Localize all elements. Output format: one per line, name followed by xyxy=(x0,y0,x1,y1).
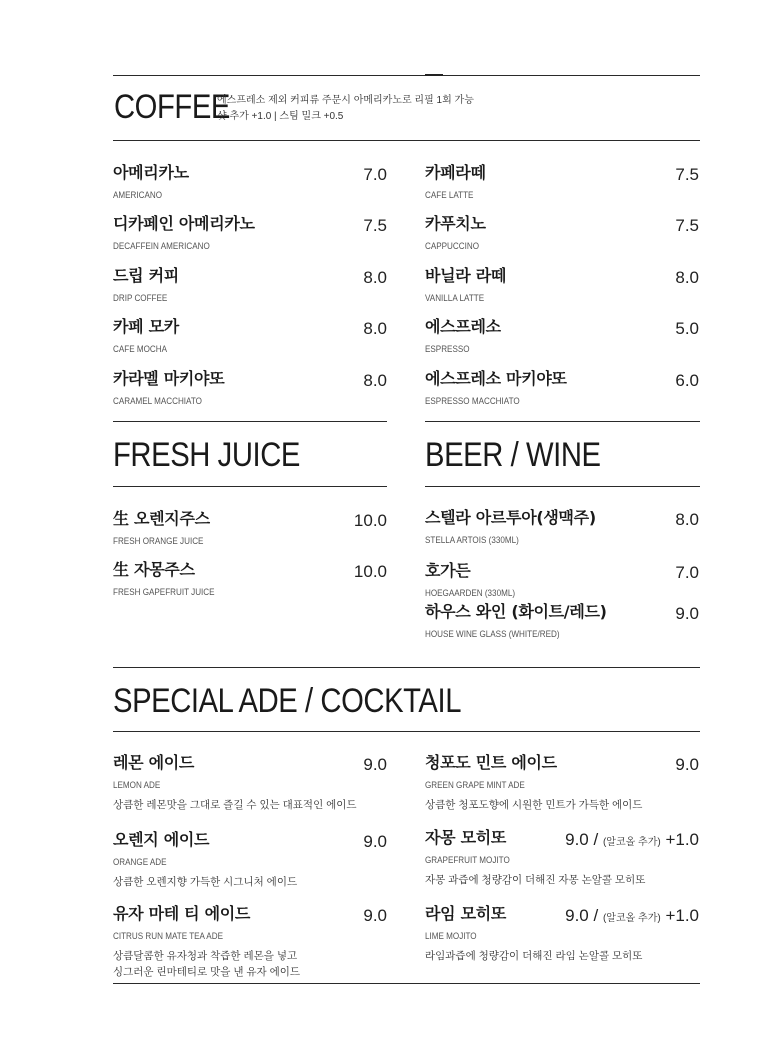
item-name-ko: 아메리카노 xyxy=(113,163,189,182)
menu-item-americano xyxy=(113,163,387,201)
item-name-ko: 청포도 민트 에이드 xyxy=(425,753,557,772)
alcohol-addon-note: (알코올 추가) xyxy=(602,913,661,924)
menu-item-cafe-mocha xyxy=(113,317,387,355)
item-name-ko: 호가든 xyxy=(425,561,471,580)
item-name-ko: 生 오렌지주스 xyxy=(113,509,210,528)
item-name-ko: 카페 모카 xyxy=(113,317,179,336)
item-name-ko: 유자 마테 티 에이드 xyxy=(113,904,251,923)
special-ade-cocktail-title: SPECIAL ADE / COCKTAIL xyxy=(113,682,462,720)
item-price: 8.0 xyxy=(675,510,699,529)
item-name-ko: 디카페인 아메리카노 xyxy=(113,214,255,233)
menu-item-decaf-americano xyxy=(113,214,387,252)
alcohol-addon-price: +1.0 xyxy=(665,906,699,925)
beer-header-rule xyxy=(425,486,700,487)
bottom-rule xyxy=(113,983,700,984)
item-price: 9.0 xyxy=(675,604,699,623)
item-price-group xyxy=(565,830,699,850)
item-price: 7.0 xyxy=(675,563,699,582)
item-name-en: AMERICANO xyxy=(113,190,163,200)
item-name-en: CAFE LATTE xyxy=(425,190,474,200)
alcohol-addon-price: +1.0 xyxy=(665,830,699,849)
item-price: 7.5 xyxy=(363,216,387,235)
item-name-en: LEMON ADE xyxy=(113,780,161,790)
menu-item-grapefruit-mojito xyxy=(425,828,699,888)
item-name-en: DECAFFEIN AMERICANO xyxy=(113,241,210,251)
item-name-ko: 카페라떼 xyxy=(425,163,486,182)
menu-item-cappuccino xyxy=(425,214,699,252)
item-price-group xyxy=(565,906,699,926)
item-name-en: CAPPUCCINO xyxy=(425,241,480,251)
menu-item-house-wine xyxy=(425,602,699,640)
coffee-header-rule xyxy=(113,140,700,141)
coffee-refill-note: 에스프레소 제외 커피류 주문시 아메리카노로 리필 1회 가능 xyxy=(217,95,474,106)
item-name-en: FRESH ORANGE JUICE xyxy=(113,536,204,546)
coffee-title: COFFEE xyxy=(114,88,231,126)
item-name-en: ESPRESSO xyxy=(425,344,470,354)
menu-item-espresso-macchiato xyxy=(425,369,699,407)
item-name-ko: 하우스 와인 (화이트/레드) xyxy=(425,602,607,621)
item-name-en: CITRUS RUN MATE TEA ADE xyxy=(113,931,223,941)
item-price: 5.0 xyxy=(675,319,699,338)
item-price: 7.0 xyxy=(363,165,387,184)
item-name-en: CAFE MOCHA xyxy=(113,344,168,354)
menu-item-espresso xyxy=(425,317,699,355)
item-name-en: LIME MOJITO xyxy=(425,931,477,941)
item-name-en: VANILLA LATTE xyxy=(425,293,485,303)
alcohol-addon-note: (알코올 추가) xyxy=(602,837,661,848)
item-name-ko: 라임 모히또 xyxy=(425,904,507,923)
item-name-en: STELLA ARTOIS (330ML) xyxy=(425,535,519,545)
menu-item-orange-juice xyxy=(113,509,387,547)
item-price: 8.0 xyxy=(675,268,699,287)
coffee-bottom-rule-left xyxy=(113,421,387,422)
item-price: 6.0 xyxy=(675,371,699,390)
item-name-en: HOUSE WINE GLASS (WHITE/RED) xyxy=(425,629,560,639)
item-name-ko: 스텔라 아르투아(생맥주) xyxy=(425,508,596,527)
menu-item-hoegaarden xyxy=(425,561,699,599)
item-price: 9.0 / xyxy=(565,830,599,849)
item-name-ko: 生 자몽주스 xyxy=(113,560,195,579)
item-name-en: GREEN GRAPE MINT ADE xyxy=(425,780,525,790)
coffee-addon-note: 샷 추가 +1.0 | 스팀 밀크 +0.5 xyxy=(217,111,344,122)
fresh-juice-title: FRESH JUICE xyxy=(113,436,300,474)
menu-item-vanilla-latte xyxy=(425,266,699,304)
item-price: 8.0 xyxy=(363,268,387,287)
top-accent-mark xyxy=(425,74,443,76)
special-header-rule xyxy=(113,731,700,732)
item-price: 9.0 xyxy=(363,906,387,925)
menu-item-green-grape-mint-ade xyxy=(425,753,699,813)
item-name-ko: 오렌지 에이드 xyxy=(113,830,210,849)
item-description: 상큼한 레몬맛을 그대로 즐길 수 있는 대표적인 에이드 xyxy=(113,799,357,811)
menu-item-caramel-macchiato xyxy=(113,369,387,407)
item-name-ko: 카푸치노 xyxy=(425,214,486,233)
menu-item-stella-artois xyxy=(425,508,699,546)
item-name-ko: 레몬 에이드 xyxy=(113,753,195,772)
item-description: 상큼한 청포도향에 시원한 민트가 가득한 에이드 xyxy=(425,799,643,811)
item-name-ko: 카라멜 마키야또 xyxy=(113,369,225,388)
item-name-ko: 자몽 모히또 xyxy=(425,828,507,847)
mid-rule xyxy=(113,667,700,668)
item-price: 10.0 xyxy=(353,511,387,530)
item-price: 10.0 xyxy=(353,562,387,581)
juice-header-rule xyxy=(113,486,387,487)
beer-wine-title: BEER / WINE xyxy=(425,436,601,474)
item-name-en: ORANGE ADE xyxy=(113,857,167,867)
item-price: 7.5 xyxy=(675,216,699,235)
item-name-ko: 에스프레소 마키야또 xyxy=(425,369,567,388)
item-name-ko: 에스프레소 xyxy=(425,317,501,336)
item-description: 자몽 과즙에 청량감이 더해진 자몽 논알콜 모히또 xyxy=(425,874,646,886)
item-name-ko: 드립 커피 xyxy=(113,266,179,285)
menu-item-yuzu-mate-tea-ade xyxy=(113,904,387,980)
item-name-en: DRIP COFFEE xyxy=(113,293,168,303)
item-name-en: FRESH GAPEFRUIT JUICE xyxy=(113,587,215,597)
menu-item-lemon-ade xyxy=(113,753,387,813)
menu-item-cafe-latte xyxy=(425,163,699,201)
item-price: 8.0 xyxy=(363,371,387,390)
item-description: 상큼달콤한 유자청과 착즙한 레몬을 넣고 xyxy=(113,950,298,962)
item-price: 7.5 xyxy=(675,165,699,184)
item-price: 9.0 xyxy=(363,832,387,851)
item-price: 8.0 xyxy=(363,319,387,338)
item-price: 9.0 / xyxy=(565,906,599,925)
menu-item-lime-mojito xyxy=(425,904,699,964)
item-description: 라임과즙에 청량감이 더해진 라임 논알콜 모히또 xyxy=(425,950,643,962)
menu-item-drip-coffee xyxy=(113,266,387,304)
menu-item-orange-ade xyxy=(113,830,387,890)
item-description: 상큼한 오렌지향 가득한 시그니처 에이드 xyxy=(113,876,298,888)
item-name-en: ESPRESSO MACCHIATO xyxy=(425,396,520,406)
top-rule xyxy=(113,75,700,76)
item-name-ko: 바닐라 라떼 xyxy=(425,266,507,285)
item-description-line2: 싱그러운 린마테티로 맛을 낸 유자 에이드 xyxy=(113,966,301,978)
item-name-en: CARAMEL MACCHIATO xyxy=(113,396,202,406)
item-price: 9.0 xyxy=(675,755,699,774)
item-price: 9.0 xyxy=(363,755,387,774)
item-name-en: GRAPEFRUIT MOJITO xyxy=(425,855,510,865)
menu-item-grapefruit-juice xyxy=(113,560,387,598)
item-name-en: HOEGAARDEN (330ML) xyxy=(425,588,516,598)
coffee-bottom-rule-right xyxy=(425,421,700,422)
